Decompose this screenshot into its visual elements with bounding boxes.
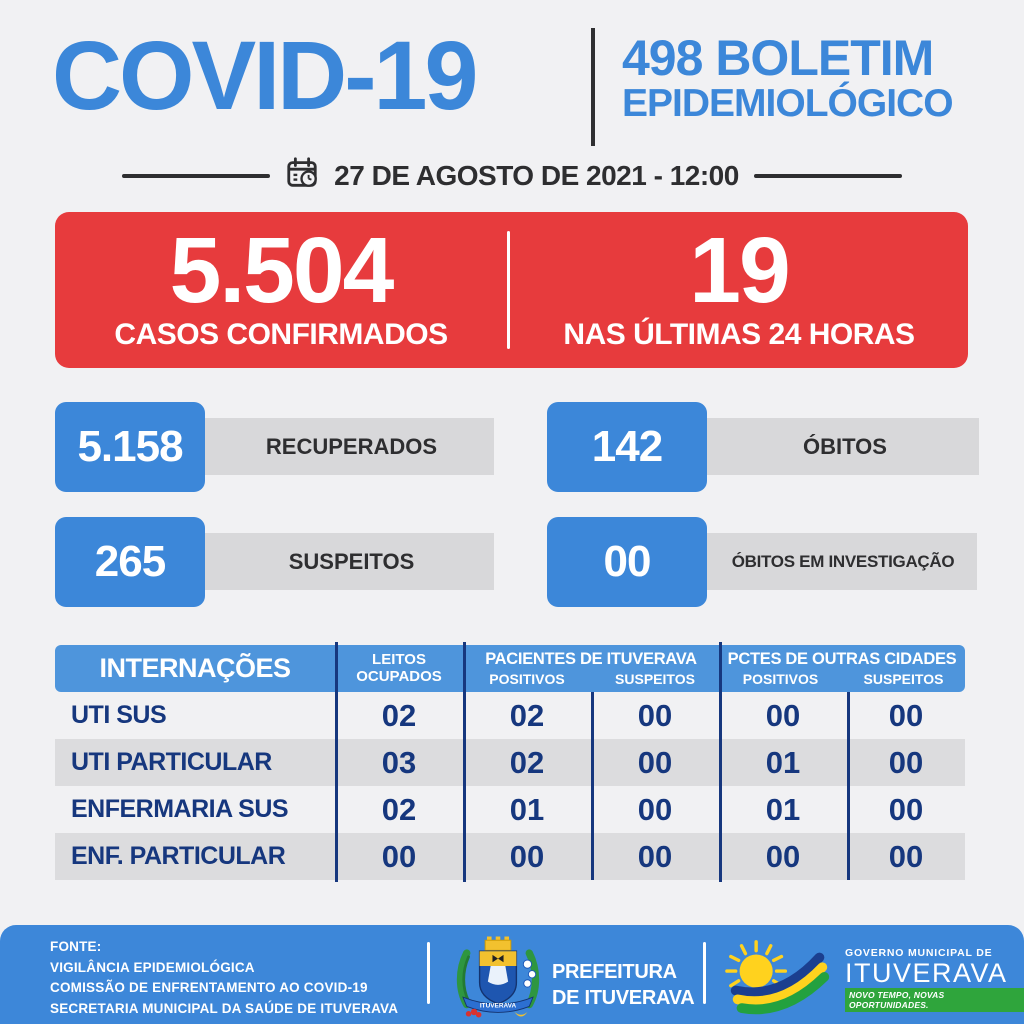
footer-bar xyxy=(0,925,1024,1024)
col-leitos-line2: OCUPADOS xyxy=(356,667,442,685)
calendar-icon xyxy=(285,156,319,195)
prefeitura-line2: DE ITUVERAVA xyxy=(552,987,695,1009)
prefeitura-label xyxy=(552,959,694,1011)
cell-value: 01 xyxy=(765,744,801,780)
table-row xyxy=(55,833,965,880)
col-group-ituverava xyxy=(463,650,719,687)
row-label: ENF. PARTICULAR xyxy=(71,842,286,870)
date-row xyxy=(0,156,1024,195)
confirmed-cases-value: 5.504 xyxy=(169,218,393,323)
recovered-label: RECUPERADOS xyxy=(195,418,494,475)
cell-value: 00 xyxy=(637,697,673,733)
last24h-value: 19 xyxy=(689,218,789,323)
confirmed-cases-label: CASOS CONFIRMADOS xyxy=(114,317,448,351)
hospitalizations-table xyxy=(55,645,965,880)
cell-value: 02 xyxy=(381,697,417,733)
source-line: VIGILÂNCIA EPIDEMIOLÓGICA xyxy=(50,959,255,975)
sub-col-positivos: POSITIVOS xyxy=(489,671,565,687)
cell-value: 02 xyxy=(509,697,545,733)
recovered-value: 5.158 xyxy=(55,402,205,492)
sub-col-positivos: POSITIVOS xyxy=(742,671,819,687)
cell-value: 00 xyxy=(888,791,924,827)
footer-divider xyxy=(427,942,430,1004)
table-row xyxy=(55,739,965,786)
cell-value: 02 xyxy=(381,791,417,827)
table-row xyxy=(55,692,965,739)
cell-value: 00 xyxy=(509,838,545,874)
cell-value: 00 xyxy=(888,838,924,874)
group-ituverava-title: PACIENTES DE ITUVERAVA xyxy=(485,650,697,668)
governo-line1: GOVERNO MUNICIPAL DE xyxy=(845,947,993,959)
date-left-rule xyxy=(122,174,270,178)
table-column-divider xyxy=(335,642,338,882)
cell-value: 00 xyxy=(637,791,673,827)
report-date: 27 DE AGOSTO DE 2021 - 12:00 xyxy=(334,159,739,191)
table-column-divider xyxy=(719,642,722,882)
cell-value: 00 xyxy=(888,744,924,780)
deaths-investigation-value: 00 xyxy=(547,517,707,607)
source-line: COMISSÃO DE ENFRENTAMENTO AO COVID-19 xyxy=(50,980,368,996)
cell-value: 01 xyxy=(765,791,801,827)
governo-city: ITUVERAVA xyxy=(845,958,1008,988)
table-header xyxy=(55,645,965,692)
date-right-rule xyxy=(754,174,902,178)
cell-value: 00 xyxy=(381,838,417,874)
source-title: FONTE: xyxy=(50,939,102,954)
deaths-label: ÓBITOS xyxy=(697,418,979,475)
footer-divider xyxy=(703,942,706,1004)
source-line: SECRETARIA MUNICIPAL DA SAÚDE DE ITUVERAVA xyxy=(50,1000,399,1016)
table-column-divider xyxy=(847,692,850,880)
suspected-value: 265 xyxy=(55,517,205,607)
cell-value: 00 xyxy=(888,697,924,733)
table-row xyxy=(55,786,965,833)
cell-value: 00 xyxy=(637,744,673,780)
last24h-label: NAS ÚLTIMAS 24 HORAS xyxy=(563,317,915,351)
source-block xyxy=(50,937,398,1019)
deaths-value: 142 xyxy=(547,402,707,492)
group-outras-title: PCTES DE OUTRAS CIDADES xyxy=(727,650,957,668)
prefeitura-line1: PREFEITURA xyxy=(552,961,677,983)
governo-tagline: NOVO TEMPO, NOVAS OPORTUNIDADES. xyxy=(845,988,1024,1012)
bulletin-heading xyxy=(622,30,953,125)
cell-value: 02 xyxy=(509,744,545,780)
row-label: UTI PARTICULAR xyxy=(71,748,272,776)
cell-value: 03 xyxy=(381,744,417,780)
deaths-investigation-label: ÓBITOS EM INVESTIGAÇÃO xyxy=(697,533,977,590)
crest-city-label: ITUVERAVA xyxy=(479,1002,517,1010)
cell-value: 00 xyxy=(765,838,801,874)
cell-value: 00 xyxy=(765,697,801,733)
row-label: UTI SUS xyxy=(71,701,167,729)
header-divider xyxy=(591,28,595,146)
cell-value: 01 xyxy=(509,791,545,827)
bulletin-number: 498 BOLETIM xyxy=(622,30,934,86)
table-column-divider xyxy=(591,692,594,880)
row-label: ENFERMARIA SUS xyxy=(71,795,289,823)
table-column-divider xyxy=(463,642,466,882)
confirmed-cases-block xyxy=(55,212,507,368)
col-leitos-ocupados xyxy=(335,652,463,686)
col-group-outras-cidades xyxy=(719,650,965,687)
last24h-block xyxy=(510,212,968,368)
bulletin-subtitle: EPIDEMIOLÓGICO xyxy=(622,82,953,125)
governo-block xyxy=(845,947,1024,1013)
suspected-label: SUSPEITOS xyxy=(195,533,494,590)
city-crest-icon xyxy=(450,931,546,1024)
page-title: COVID-19 xyxy=(52,21,476,130)
sub-col-suspeitos: SUSPEITOS xyxy=(863,671,944,687)
sun-logo-icon xyxy=(724,933,836,1020)
col-leitos-line1: LEITOS xyxy=(372,650,426,668)
sub-col-suspeitos: SUSPEITOS xyxy=(615,671,695,687)
confirmed-banner xyxy=(55,212,968,368)
cell-value: 00 xyxy=(637,838,673,874)
table-title: INTERNAÇÕES xyxy=(99,653,291,683)
